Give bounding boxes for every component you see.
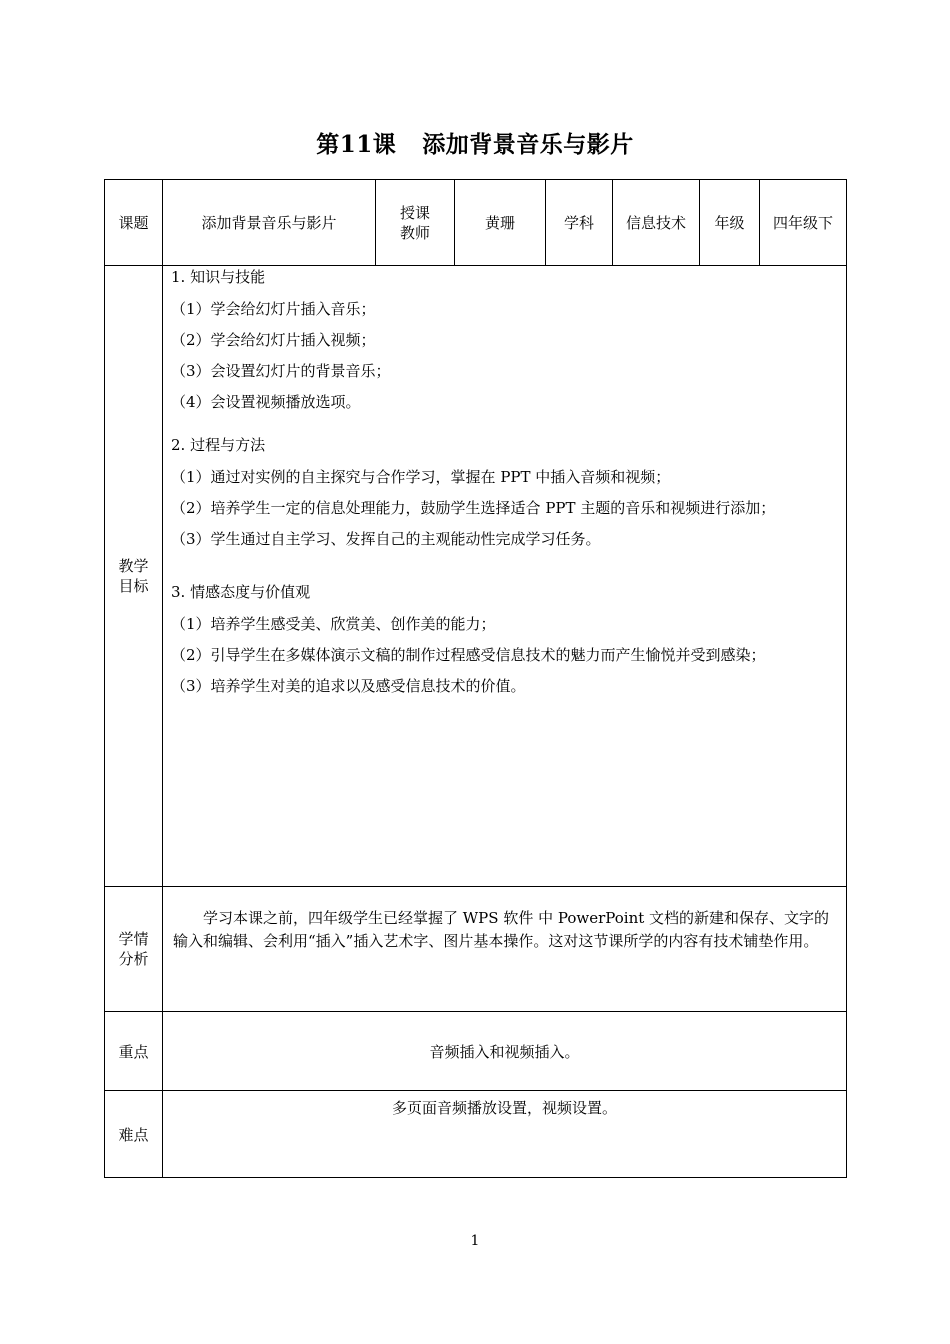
page-title bbox=[0, 126, 950, 159]
goal-item: （2）学会给幻灯片插入视频； bbox=[171, 331, 376, 349]
header-row bbox=[105, 180, 847, 266]
analysis-content bbox=[163, 887, 847, 1012]
difficulty-row bbox=[105, 1091, 847, 1178]
difficulty-label: 难点 bbox=[105, 1091, 163, 1178]
key-point-label: 重点 bbox=[105, 1012, 163, 1091]
goal-item: （1）通过对实例的自主探究与合作学习，掌握在 PPT 中插入音频和视频； bbox=[171, 468, 671, 486]
grade-value: 四年级下 bbox=[760, 180, 847, 266]
teacher-value: 黄珊 bbox=[455, 180, 546, 266]
goal-item: （2）培养学生一定的信息处理能力，鼓励学生选择适合 PPT 主题的音乐和视频进行添加； bbox=[171, 499, 776, 517]
goal-item: （1）学会给幻灯片插入音乐； bbox=[171, 300, 376, 318]
analysis-row bbox=[105, 887, 847, 1012]
page-number: 1 bbox=[470, 1233, 480, 1249]
goal-item: （3）学生通过自主学习、发挥自己的主观能动性完成学习任务。 bbox=[171, 530, 601, 548]
subject-value: 添加背景音乐与影片 bbox=[163, 180, 376, 266]
goals-label: 教学目标 bbox=[105, 266, 163, 887]
analysis-text: 学习本课之前，四年级学生已经掌握了 WPS 软件 中 PowerPoint 文档的新建和保存、文字的输入和编辑、会利用“插入”插入艺术字、图片基本操作。这对这节课所学的内容有技术铺垫作用。 bbox=[173, 909, 830, 950]
goal-item: （4）会设置视频播放选项。 bbox=[171, 393, 361, 411]
goals-heading-2: 2. 过程与方法 bbox=[171, 436, 266, 454]
key-point-text: 音频插入和视频插入。 bbox=[163, 1012, 847, 1091]
goal-item: （2）引导学生在多媒体演示文稿的制作过程感受信息技术的魅力而产生愉悦并受到感染； bbox=[171, 646, 766, 664]
goals-heading-1: 1. 知识与技能 bbox=[171, 268, 266, 286]
teacher-label: 授课教师 bbox=[376, 180, 455, 266]
goal-item: （1）培养学生感受美、欣赏美、创作美的能力； bbox=[171, 615, 496, 633]
grade-label: 年级 bbox=[700, 180, 760, 266]
lesson-number: 第11课 bbox=[316, 131, 397, 158]
subject-label: 课题 bbox=[105, 180, 163, 266]
goals-heading-3: 3. 情感态度与价值观 bbox=[171, 583, 311, 601]
difficulty-text: 多页面音频播放设置，视频设置。 bbox=[163, 1091, 847, 1178]
key-point-row bbox=[105, 1012, 847, 1091]
discipline-label: 学科 bbox=[546, 180, 613, 266]
lesson-topic: 添加背景音乐与影片 bbox=[422, 131, 634, 158]
goal-item: （3）会设置幻灯片的背景音乐； bbox=[171, 362, 391, 380]
analysis-label: 学情分析 bbox=[105, 887, 163, 1012]
goal-item: （3）培养学生对美的追求以及感受信息技术的价值。 bbox=[171, 677, 526, 695]
goals-row bbox=[105, 266, 847, 887]
discipline-value: 信息技术 bbox=[613, 180, 700, 266]
lesson-plan-table bbox=[104, 179, 847, 1178]
goals-content bbox=[163, 266, 847, 887]
